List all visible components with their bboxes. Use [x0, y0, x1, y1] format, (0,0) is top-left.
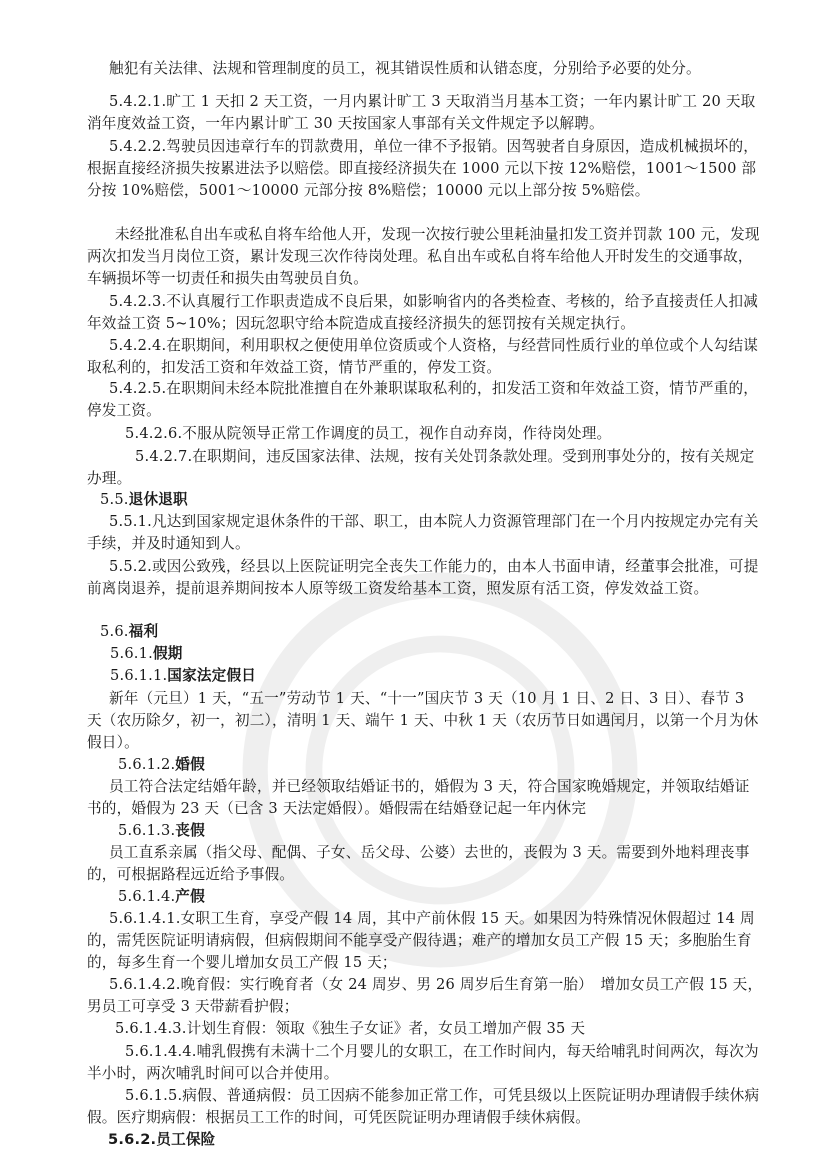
heading-5-6-1-4-number: 5.6.1.4.: [118, 888, 176, 905]
heading-5-6-2-title: 员工保险: [156, 1131, 216, 1148]
heading-5-6-1-2-title: 婚假: [175, 756, 205, 773]
heading-5-5-title: 退休退职: [128, 491, 188, 508]
heading-5-6-1-3-title: 丧假: [175, 822, 205, 839]
heading-5-6-1-4-title: 产假: [175, 888, 205, 905]
paragraph-5-5-1-text: 5.5.1.凡达到国家规定退休条件的干部、职工，由本院人力资源管理部门在一个月内按规定办完有关手续，并及时通知到人。: [87, 513, 759, 552]
heading-5-6-1-1: [110, 665, 256, 687]
paragraph-5-6-1-4-2: 5.6.1.4.2.晚育假：实行晚育者（女 24 周岁、男 26 周岁后生育第一胎） 增加女员工产假 15 天，男员工可享受 3 天带薪看护假；: [87, 976, 763, 1015]
paragraph-5-5-1: [87, 511, 763, 555]
paragraph-5-6-1-5: 5.6.1.5.病假、普通病假：员工因病不能参加正常工作，可凭县级以上医院证明办理请假手续休病假。医疗期病假：根据员工工作的时间，可凭医院证明办理请假手续休病假。: [87, 1087, 760, 1126]
heading-5-6-1-1-title: 国家法定假日: [167, 667, 257, 684]
paragraph-5-4-2-7: 5.4.2.7.在职期间，违反国家法律、法规，按有关处罚条款处理。受到刑事处分的，按有关规定办理。: [87, 448, 755, 487]
heading-5-6-1-4: [118, 886, 205, 908]
heading-5-6-1-3-number: 5.6.1.3.: [118, 822, 176, 839]
paragraph-5-6-1-1: 新年（元旦）1 天，“五一”劳动节 1 天、“十一”国庆节 3 天（10 月 1 日、2 日、3 日）、春节 3 天（农历除夕，初一，初二），清明 1 天、端午 1 天、中秋 1 天（农历节日如遇闰月，以第一个月为休假日）。: [87, 690, 759, 751]
heading-5-5: [100, 489, 188, 511]
paragraph-5-6-1-3: 员工直系亲属（指父母、配偶、子女、岳父母、公婆）去世的，丧假为 3 天。需要到外地料理丧事的，可根据路程远近给予事假。: [87, 844, 750, 883]
heading-5-6-1-2-number: 5.6.1.2.: [118, 756, 176, 773]
heading-5-6-2: [108, 1129, 215, 1151]
heading-5-5-number: 5.5.: [100, 491, 129, 508]
heading-5-6-1-1-number: 5.6.1.1.: [110, 667, 168, 684]
paragraph-5-4-2-6: 5.4.2.6.不服从院领导正常工作调度的员工，视作自动弃岗，作待岗处理。: [125, 425, 612, 442]
heading-5-6-1-number: 5.6.1.: [110, 645, 153, 662]
heading-5-6-1-3: [118, 820, 205, 842]
paragraph-intro: 触犯有关法律、法规和管理制度的员工，视其错误性质和认错态度，分别给予必要的处分。: [109, 60, 701, 77]
paragraph-5-4-2-4: 5.4.2.4.在职期间，利用职权之便使用单位资质或个人资格，与经营同性质行业的单位或个人勾结谋取私利的，扣发活工资和年效益工资，情节严重的，停发工资。: [87, 337, 759, 376]
heading-5-6-title: 福利: [128, 623, 159, 640]
heading-5-6-number: 5.6.: [100, 623, 129, 640]
paragraph-5-4-2-2-unauthorized: 未经批准私自出车或私自将车给他人开，发现一次按行驶公里耗油量扣发工资并罚款 100 元，发现两次扣发当月岗位工资，累计发现三次作待岗处理。私自出车或私自将车给他人开时发生的交通事故，车辆损坏等一切责任和损失由驾驶员自负。: [87, 226, 760, 287]
paragraph-5-5-2: 5.5.2.或因公致残，经县以上医院证明完全丧失工作能力的，由本人书面申请，经董事会批准，可提前离岗退养，提前退养期间按本人原等级工资发给基本工资，照发原有活工资，停发效益工资。: [87, 558, 759, 597]
paragraph-5-4-2-2: 5.4.2.2.驾驶员因违章行车的罚款费用，单位一律不予报销。因驾驶者自身原因，造成机械损坏的，根据直接经济损失按累进法予以赔偿。即直接经济损失在 1000 元以下按 12%赔偿，1001～1500 部分按 10%赔偿，5001～10000 元部分按 8%赔偿；10000 元以上部分按 5%赔偿。: [87, 138, 759, 199]
heading-5-6-2-number: 5.6.2.: [108, 1131, 157, 1148]
paragraph-5-6-1-2: 员工符合法定结婚年龄，并已经领取结婚证书的，婚假为 3 天，符合国家晚婚规定，并领取结婚证书的，婚假为 23 天（已含 3 天法定婚假）。婚假需在结婚登记起一年内休完: [87, 778, 750, 817]
paragraph-5-4-2-3: 5.4.2.3.不认真履行工作职责造成不良后果，如影响省内的各类检查、考核的，给予直接责任人扣减年效益工资 5~10%；因玩忽职守给本院造成直接经济损失的惩罚按有关规定执行。: [87, 293, 759, 332]
paragraph-5-4-2-5: 5.4.2.5.在职期间未经本院批准擅自在外兼职谋取私利的，扣发活工资和年效益工资，情节严重的，停发工资。: [87, 380, 759, 419]
paragraph-5-4-2-1: 5.4.2.1.旷工 1 天扣 2 天工资，一月内累计旷工 3 天取消当月基本工资；一年内累计旷工 20 天取消年度效益工资，一年内累计旷工 30 天按国家人事部有关文件规定予以解聘。: [87, 93, 756, 132]
heading-5-6-1: [110, 643, 183, 665]
paragraph-5-6-1-4-3: 5.6.1.4.3.计划生育假：领取《独生子女证》者，女员工增加产假 35 天: [115, 1020, 586, 1037]
heading-5-6-1-title: 假期: [152, 645, 183, 662]
paragraph-5-6-1-4-4: 5.6.1.4.4.哺乳假携有未满十二个月婴儿的女职工，在工作时间内，每天给哺乳时间两次，每次为半小时，两次哺乳时间可以合并使用。: [87, 1043, 759, 1082]
heading-5-6: [100, 621, 158, 643]
heading-5-6-1-2: [118, 754, 205, 776]
paragraph-5-6-1-4-1: 5.6.1.4.1.女职工生育，享受产假 14 周，其中产前休假 15 天。如果因为特殊情况休假超过 14 周的，需凭医院证明请病假，但病假期间不能享受产假待遇；难产的增加女员工产假 15 天；多胞胎生育的，每多生育一个婴儿增加女员工产假 15 天；: [87, 910, 755, 971]
